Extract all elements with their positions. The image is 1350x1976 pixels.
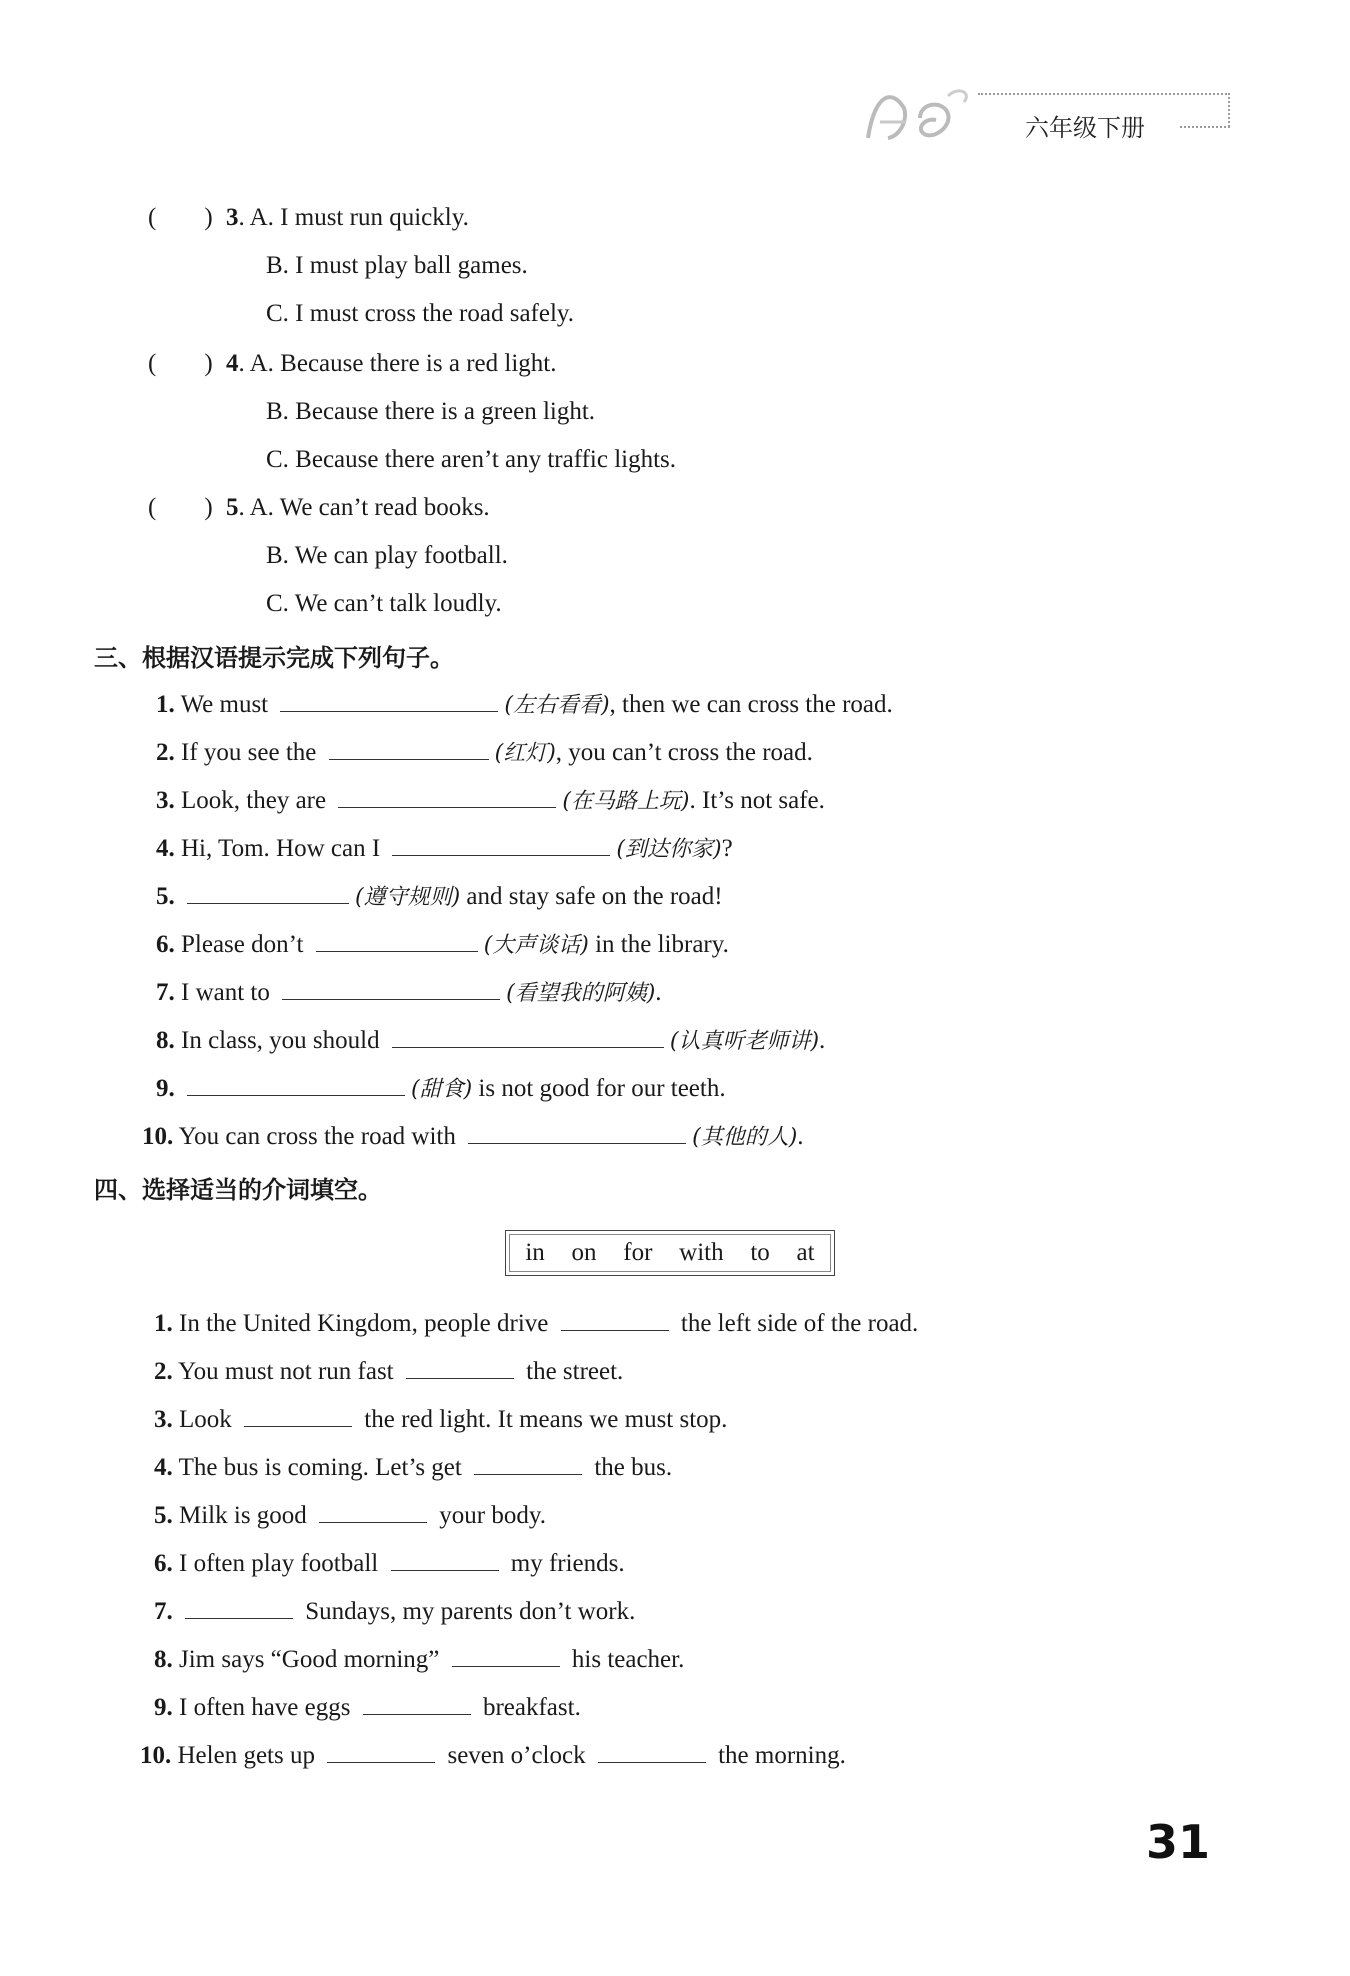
word-bank-border [509, 1234, 831, 1272]
answer-blank[interactable] [392, 833, 610, 856]
chinese-hint: (左右看看) [504, 693, 610, 718]
sentence-text: ? [721, 835, 733, 862]
sentence-row [156, 976, 662, 1007]
sentence-text: the red light. It means we must stop. [364, 1406, 728, 1433]
sentence-text: seven o’clock [447, 1742, 586, 1769]
option-text: C. I must cross the road safely. [266, 300, 575, 327]
sentence-text: I want to [181, 979, 270, 1006]
answer-blank[interactable] [316, 929, 478, 952]
sentence-text: his teacher. [571, 1646, 685, 1673]
question-number: 5. [154, 1502, 173, 1529]
bracket-close: ) [204, 350, 213, 377]
answer-blank[interactable] [187, 881, 349, 904]
sentence-text: Jim says “Good morning” [179, 1646, 440, 1673]
sentence-row [154, 1404, 727, 1434]
sentence-text: You must not run fast [178, 1358, 394, 1385]
sentence-text: If you see the [181, 739, 317, 766]
option-text: A. I must run quickly. [249, 204, 469, 231]
sentence-text: . [655, 979, 662, 1006]
book-logo-icon [860, 78, 1000, 148]
chinese-hint: (红灯) [494, 741, 556, 766]
sentence-text: We must [180, 691, 269, 718]
word-bank-item: for [623, 1239, 653, 1266]
answer-blank[interactable] [452, 1644, 560, 1667]
sentence-row [142, 1120, 804, 1151]
answer-blank[interactable] [338, 785, 556, 808]
sentence-text: I often have eggs [179, 1694, 351, 1721]
word-bank-item: at [796, 1239, 815, 1266]
question-number: 1. [154, 1310, 173, 1337]
question-number: 9. [154, 1694, 173, 1721]
question-row: ( ) 5. A. We can’t read books. [148, 494, 490, 521]
sentence-row [154, 1692, 581, 1722]
answer-bracket[interactable] [148, 350, 226, 378]
sentence-text: . [797, 1123, 804, 1150]
bracket-close: ) [204, 494, 213, 521]
answer-blank[interactable] [392, 1025, 664, 1048]
bracket-open: ( [148, 204, 157, 231]
question-row: ( ) 4. A. Because there is a red light. [148, 350, 557, 377]
sentence-row [156, 880, 723, 911]
answer-bracket[interactable] [148, 204, 226, 232]
sentence-text: I often play football [179, 1550, 379, 1577]
sentence-text: is not good for our teeth. [478, 1075, 726, 1102]
bracket-open: ( [148, 350, 157, 377]
answer-blank[interactable] [391, 1548, 499, 1571]
sentence-text: Sundays, my parents don’t work. [305, 1598, 636, 1625]
question-number: 3. [156, 787, 175, 814]
sentence-row [154, 1452, 672, 1482]
sentence-text: , then we can cross the road. [609, 691, 893, 718]
sentence-text: Helen gets up [177, 1742, 315, 1769]
sentence-text: Milk is good [179, 1502, 307, 1529]
sentence-text: In class, you should [181, 1027, 380, 1054]
answer-blank[interactable] [363, 1692, 471, 1715]
answer-blank[interactable] [185, 1596, 293, 1619]
question-number: 2. [154, 1358, 173, 1385]
question-number: 7. [154, 1598, 173, 1625]
answer-blank[interactable] [327, 1740, 435, 1763]
sentence-row [140, 1740, 846, 1770]
answer-blank[interactable] [561, 1308, 669, 1331]
option-text: C. Because there aren’t any traffic lights. [266, 446, 677, 473]
question-number: 3 [226, 204, 239, 231]
answer-blank[interactable] [468, 1121, 686, 1144]
chinese-hint: (认真听老师讲) [669, 1029, 820, 1054]
question-number: 5. [156, 883, 175, 910]
sentence-text: the street. [526, 1358, 624, 1385]
sentence-row [156, 1024, 825, 1055]
header-rule [1228, 93, 1230, 127]
answer-blank[interactable] [187, 1073, 405, 1096]
sentence-text: The bus is coming. Let’s get [178, 1454, 462, 1481]
grade-label: 六年级下册 [1025, 114, 1145, 142]
sentence-text: . [819, 1027, 826, 1054]
chinese-hint: (看望我的阿姨) [506, 981, 656, 1006]
section-title: 四、选择适当的介词填空。 [94, 1176, 382, 1204]
sentence-text: breakfast. [482, 1694, 581, 1721]
question-number: 2. [156, 739, 175, 766]
answer-blank[interactable] [319, 1500, 427, 1523]
question-number: 10. [140, 1742, 172, 1769]
chinese-hint: (在马路上玩) [562, 789, 690, 814]
sentence-text: the left side of the road. [680, 1310, 919, 1337]
answer-blank[interactable] [474, 1452, 582, 1475]
question-number: 7. [156, 979, 175, 1006]
answer-blank[interactable] [598, 1740, 706, 1763]
question-number: 3. [154, 1406, 173, 1433]
word-bank-item: to [750, 1239, 770, 1266]
header-rule [1180, 126, 1230, 128]
option-text: C. We can’t talk loudly. [266, 590, 502, 617]
sentence-text: Please don’t [181, 931, 304, 958]
chinese-hint: (其他的人) [692, 1125, 798, 1150]
option-text: A. We can’t read books. [249, 494, 490, 521]
question-number: 9. [156, 1075, 175, 1102]
header-rule [978, 93, 1230, 95]
sentence-row [156, 928, 729, 959]
question-number: 6. [156, 931, 175, 958]
sentence-text: my friends. [510, 1550, 625, 1577]
sentence-row [154, 1596, 635, 1626]
question-number: 8. [154, 1646, 173, 1673]
option-text: A. Because there is a red light. [249, 350, 557, 377]
sentence-text: . It’s not safe. [689, 787, 825, 814]
sentence-text: Look [179, 1406, 232, 1433]
sentence-text: In the United Kingdom, people drive [179, 1310, 549, 1337]
question-row: ( ) 3. A. I must run quickly. [148, 204, 469, 231]
bracket-open: ( [148, 494, 157, 521]
sentence-text: You can cross the road with [178, 1123, 456, 1150]
question-number: 4. [154, 1454, 173, 1481]
answer-blank[interactable] [282, 977, 500, 1000]
sentence-text: your body. [439, 1502, 546, 1529]
chinese-hint: (甜食) [411, 1077, 473, 1102]
question-number: 4 [226, 350, 239, 377]
question-number: 10. [142, 1123, 174, 1150]
option-text: B. Because there is a green light. [266, 398, 596, 425]
sentence-row [154, 1308, 918, 1338]
sentence-row [154, 1500, 546, 1530]
chinese-hint: (大声谈话) [483, 933, 589, 958]
word-bank-item: in [525, 1239, 545, 1266]
question-number: 8. [156, 1027, 175, 1054]
sentence-row [156, 1072, 726, 1103]
sentence-row [156, 736, 813, 767]
page-number: 31 [1146, 1815, 1211, 1869]
sentence-text: the morning. [718, 1742, 846, 1769]
sentence-row [154, 1644, 684, 1674]
answer-blank[interactable] [280, 689, 498, 712]
answer-blank[interactable] [406, 1356, 514, 1379]
sentence-text: , you can’t cross the road. [555, 739, 813, 766]
sentence-text: Hi, Tom. How can I [181, 835, 381, 862]
question-number: 1. [156, 691, 175, 718]
sentence-row [154, 1356, 623, 1386]
chinese-hint: (遵守规则) [355, 885, 461, 910]
sentence-row [156, 784, 825, 815]
sentence-row [156, 832, 733, 863]
word-bank-item: with [679, 1239, 724, 1266]
question-number: 5 [226, 494, 239, 521]
bracket-close: ) [204, 204, 213, 231]
option-text: B. I must play ball games. [266, 252, 528, 279]
word-bank-item: on [571, 1239, 597, 1266]
answer-blank[interactable] [329, 737, 489, 760]
answer-blank[interactable] [244, 1404, 352, 1427]
question-number: 6. [154, 1550, 173, 1577]
sentence-row [156, 688, 893, 719]
word-bank [505, 1230, 835, 1276]
question-number: 4. [156, 835, 175, 862]
option-text: B. We can play football. [266, 542, 508, 569]
answer-bracket[interactable] [148, 494, 226, 522]
sentence-text: the bus. [594, 1454, 673, 1481]
sentence-text: and stay safe on the road! [466, 883, 723, 910]
section-title: 三、根据汉语提示完成下列句子。 [94, 644, 454, 672]
sentence-text: in the library. [595, 931, 729, 958]
sentence-row [154, 1548, 625, 1578]
sentence-text: Look, they are [181, 787, 327, 814]
page-header [860, 78, 1232, 148]
chinese-hint: (到达你家) [616, 837, 722, 862]
